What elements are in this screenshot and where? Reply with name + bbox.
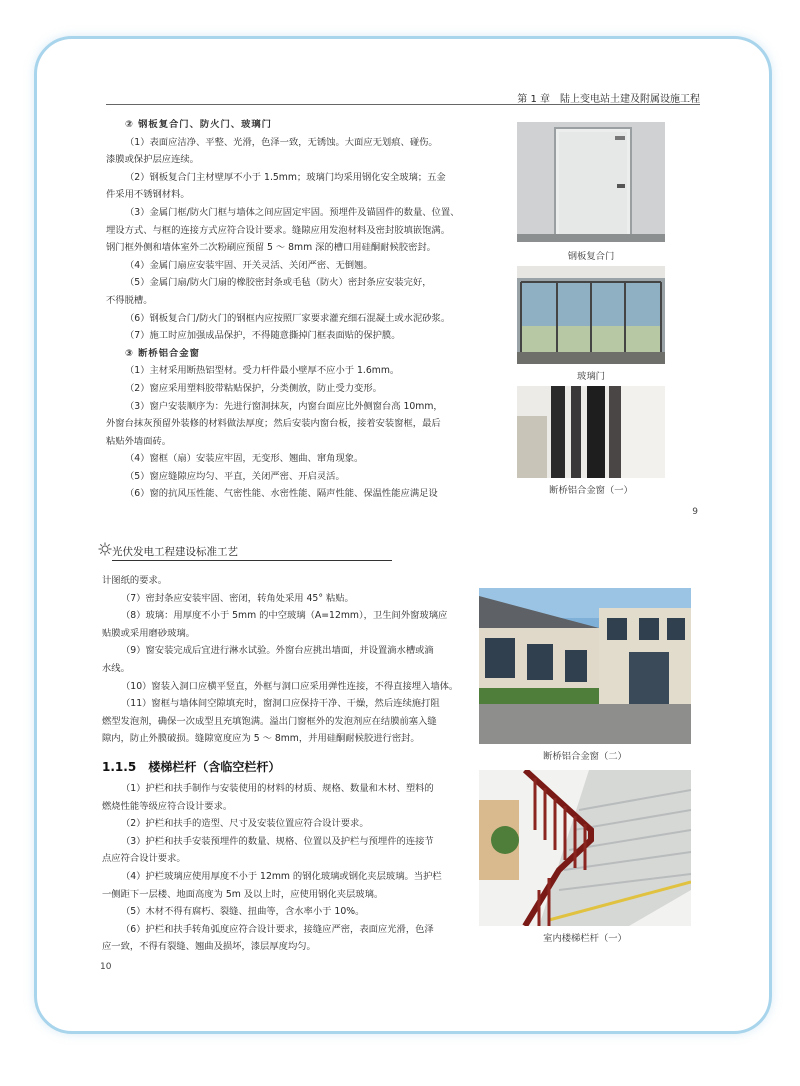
text-line: （4）窗框（扇）安装应牢固，无变形、翘曲、窜角现象。	[125, 453, 364, 465]
text-line: （1）表面应洁净、平整、光滑，色泽一致，无锈蚀。大面应无划痕、碰伤。	[125, 136, 438, 148]
page1-body-text	[106, 116, 516, 503]
subsection-heading: ② 钢板复合门、防火门、玻璃门	[125, 119, 272, 130]
glass-door-photo	[517, 266, 665, 364]
page-number: 9	[692, 507, 698, 517]
text-line: （2）钢板复合门主材壁厚不小于 1.5mm；玻璃门均采用钢化安全玻璃；五金	[125, 171, 446, 183]
text-line: （6）钢板复合门/防火门的钢框内应按照厂家要求灌充细石混凝土或水泥砂浆。	[125, 312, 451, 324]
text-line: （7）施工时应加强成品保护，不得随意撕掉门框表面贴的保护膜。	[125, 330, 401, 342]
text-line: （7）密封条应安装牢固、密闭，转角处采用 45° 粘贴。	[121, 592, 354, 604]
text-line: 燃烧性能等级应符合设计要求。	[102, 800, 233, 812]
text-line: （3）护栏和扶手安装预埋件的数量、规格、位置以及护栏与预埋件的连接节	[121, 835, 434, 847]
section-title: 楼梯栏杆（含临空栏杆）	[148, 760, 281, 774]
subsection-heading: ③ 断桥铝合金窗	[125, 347, 200, 359]
running-head: 第 1 章 陆上变电站土建及附属设施工程	[517, 94, 700, 105]
text-line: 漆膜或保护层应连续。	[106, 154, 199, 166]
text-line: （5）窗应缝隙应均匀、平直，关闭严密、开启灵活。	[125, 470, 345, 482]
text-line: 贴膜或采用磨砂玻璃。	[102, 627, 195, 639]
text-line: 应一致，不得有裂缝、翘曲及损坏，漆层厚度均匀。	[102, 941, 316, 953]
page2-body-text-a	[102, 572, 502, 748]
text-line: （2）护栏和扶手的造型、尺寸及安装位置应符合设计要求。	[121, 818, 369, 830]
text-line: （11）窗框与墙体间空隙填充时，窗洞口应保持干净、干燥，然后连续施打阻	[121, 698, 440, 710]
text-line: （3）金属门框/防火门框与墙体之间应固定牢固。预埋件及锚固件的数量、位置、	[125, 206, 460, 218]
page2-body-text-b	[102, 780, 502, 956]
text-line: （4）护栏玻璃应使用厚度不小于 12mm 的钢化玻璃或钢化夹层玻璃。当护栏	[121, 870, 442, 882]
text-line: （9）窗安装完成后宜进行淋水试验。外窗台应挑出墙面，并设置滴水槽或滴	[121, 645, 434, 657]
sunflower-logo-icon	[98, 542, 112, 556]
section-heading	[102, 758, 280, 775]
caption-steel-door: 钢板复合门	[567, 251, 615, 262]
text-line: 计图纸的要求。	[102, 575, 168, 586]
book-page-9	[54, 52, 744, 538]
text-line: 埋设方式、与框的连接方式应符合设计要求。缝隙应用发泡材料及密封胶填嵌饱满。	[106, 224, 450, 236]
text-line: 外窗台抹灰预留外装修的材料做法厚度；然后安装内窗台板，接着安装窗框，最后	[106, 418, 441, 430]
steel-door-photo	[517, 122, 665, 242]
text-line: （10）窗装入洞口应横平竖直，外框与洞口应采用弹性连接，不得直接埋入墙体。	[121, 680, 459, 692]
book-title-rule	[112, 560, 392, 561]
text-line: 燃型发泡剂，确保一次成型且充填饱满。溢出门窗框外的发泡剂应在结膜前塞入缝	[102, 715, 437, 727]
text-line: （6）窗的抗风压性能、气密性能、水密性能、隔声性能、保温性能应满足设	[125, 488, 438, 500]
text-line: 不得脱槽。	[106, 294, 153, 306]
section-number: 1.1.5	[102, 760, 137, 774]
text-line: 一侧距下一层楼、地面高度为 5m 及以上时，应使用钢化夹层玻璃。	[102, 888, 384, 900]
text-line: （4）金属门扇应安装牢固、开关灵活、关闭严密、无倒翘。	[125, 259, 373, 271]
text-line: （8）玻璃：用厚度不小于 5mm 的中空玻璃（A=12mm），卫生间外窗玻璃应	[121, 610, 448, 622]
caption-stair-railing: 室内楼梯栏杆（一）	[543, 933, 627, 944]
book-page-10	[54, 530, 744, 1006]
text-line: 钢门框外侧和墙体室外二次粉刷应预留 5 ～ 8mm 深的槽口用硅酮耐候胶密封。	[106, 242, 436, 254]
caption-glass-door: 玻璃门	[577, 371, 605, 382]
text-line: （5）金属门扇/防火门扇的橡胶密封条或毛毡（防火）密封条应安装完好，	[125, 277, 432, 289]
header-rule	[106, 104, 700, 105]
caption-aluminum-window-1: 断桥铝合金窗（一）	[549, 485, 633, 496]
caption-aluminum-window-2: 断桥铝合金窗（二）	[543, 751, 627, 762]
book-title: 光伏发电工程建设标准工艺	[112, 546, 238, 558]
aluminum-window-photo-1	[517, 386, 665, 478]
text-line: 隙内，防止外膜破损。缝隙宽度应为 5 ～ 8mm，并用硅酮耐候胶进行密封。	[102, 733, 420, 745]
text-line: （2）窗应采用塑料胶带粘贴保护，分类侧放，防止受力变形。	[125, 382, 382, 394]
aluminum-window-photo-2	[479, 588, 691, 744]
page-number-10: 10	[100, 962, 112, 972]
text-line: （1）主材采用断热铝型材。受力杆件最小壁厚不应小于 1.6mm。	[125, 365, 400, 377]
text-line: 粘贴外墙面砖。	[106, 435, 172, 447]
text-line: （5）木材不得有腐朽、裂缝、扭曲等，含水率小于 10%。	[121, 906, 365, 918]
text-line: 水线。	[102, 662, 130, 674]
stair-railing-photo	[479, 770, 691, 926]
text-line: （1）护栏和扶手制作与安装使用的材料的材质、规格、数量和木材、塑料的	[121, 783, 434, 794]
text-line: 件采用不锈钢材料。	[106, 189, 190, 201]
text-line: （3）窗户安装顺序为：先进行窗洞抹灰，内窗台面应比外侧窗台高 10mm，	[125, 400, 443, 412]
text-line: 点应符合设计要求。	[102, 853, 186, 865]
text-line: （6）护栏和扶手转角弧度应符合设计要求，接缝应严密，表面应光滑，色泽	[121, 923, 434, 935]
